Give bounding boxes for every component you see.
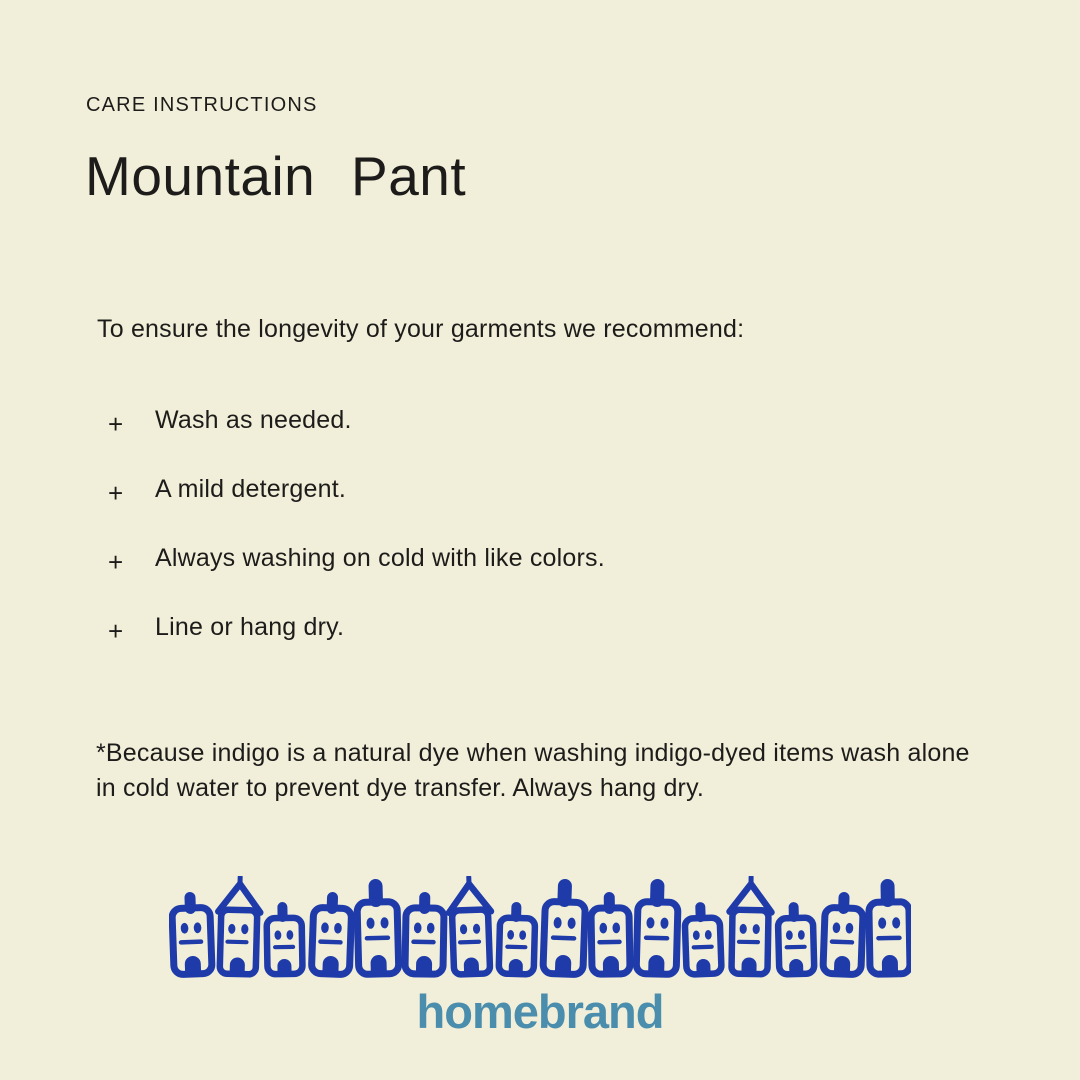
house-icon — [266, 902, 302, 975]
footnote-text: *Because indigo is a natural dye when washing indigo-dyed items wash alone in cold water to prevent dye transfer. Always hang dry. — [96, 739, 970, 802]
plus-bullet-icon: + — [108, 409, 124, 439]
house-icon — [311, 891, 352, 974]
house-icon — [543, 878, 586, 974]
house-icon — [684, 901, 721, 974]
houses-illustration-row — [0, 876, 1080, 984]
care-list — [108, 404, 605, 680]
plus-bullet-icon: + — [108, 547, 124, 577]
house-icon — [823, 891, 864, 974]
care-list-item — [108, 611, 605, 646]
intro-text: To ensure the longevity of your garments we recommend: — [97, 315, 745, 343]
care-list-item — [108, 404, 605, 439]
plus-bullet-icon: + — [108, 478, 124, 508]
house-icon — [217, 876, 262, 974]
house-icon — [777, 902, 814, 975]
care-list-item — [108, 473, 605, 508]
care-list-item-label: Line or hang dry. — [155, 613, 345, 641]
eyebrow-label: CARE INSTRUCTIONS — [86, 94, 318, 116]
brand-logo: homebrand — [416, 985, 664, 1038]
house-icon — [868, 879, 910, 975]
house-icon — [728, 877, 772, 975]
care-list-item-label: Always washing on cold with like colors. — [155, 544, 605, 572]
house-icon — [591, 892, 630, 975]
care-list-item-label: Wash as needed. — [155, 406, 352, 434]
house-icon — [636, 878, 678, 974]
house-icon — [499, 902, 536, 975]
plus-bullet-icon: + — [108, 616, 124, 646]
house-icon — [171, 891, 212, 974]
house-icon — [448, 876, 493, 974]
house-icon — [356, 878, 398, 974]
houses-row-icon — [169, 876, 911, 984]
care-list-item-label: A mild detergent. — [155, 475, 347, 503]
page-title: Mountain Pant — [85, 145, 467, 207]
house-icon — [405, 892, 444, 975]
care-list-item — [108, 542, 605, 577]
